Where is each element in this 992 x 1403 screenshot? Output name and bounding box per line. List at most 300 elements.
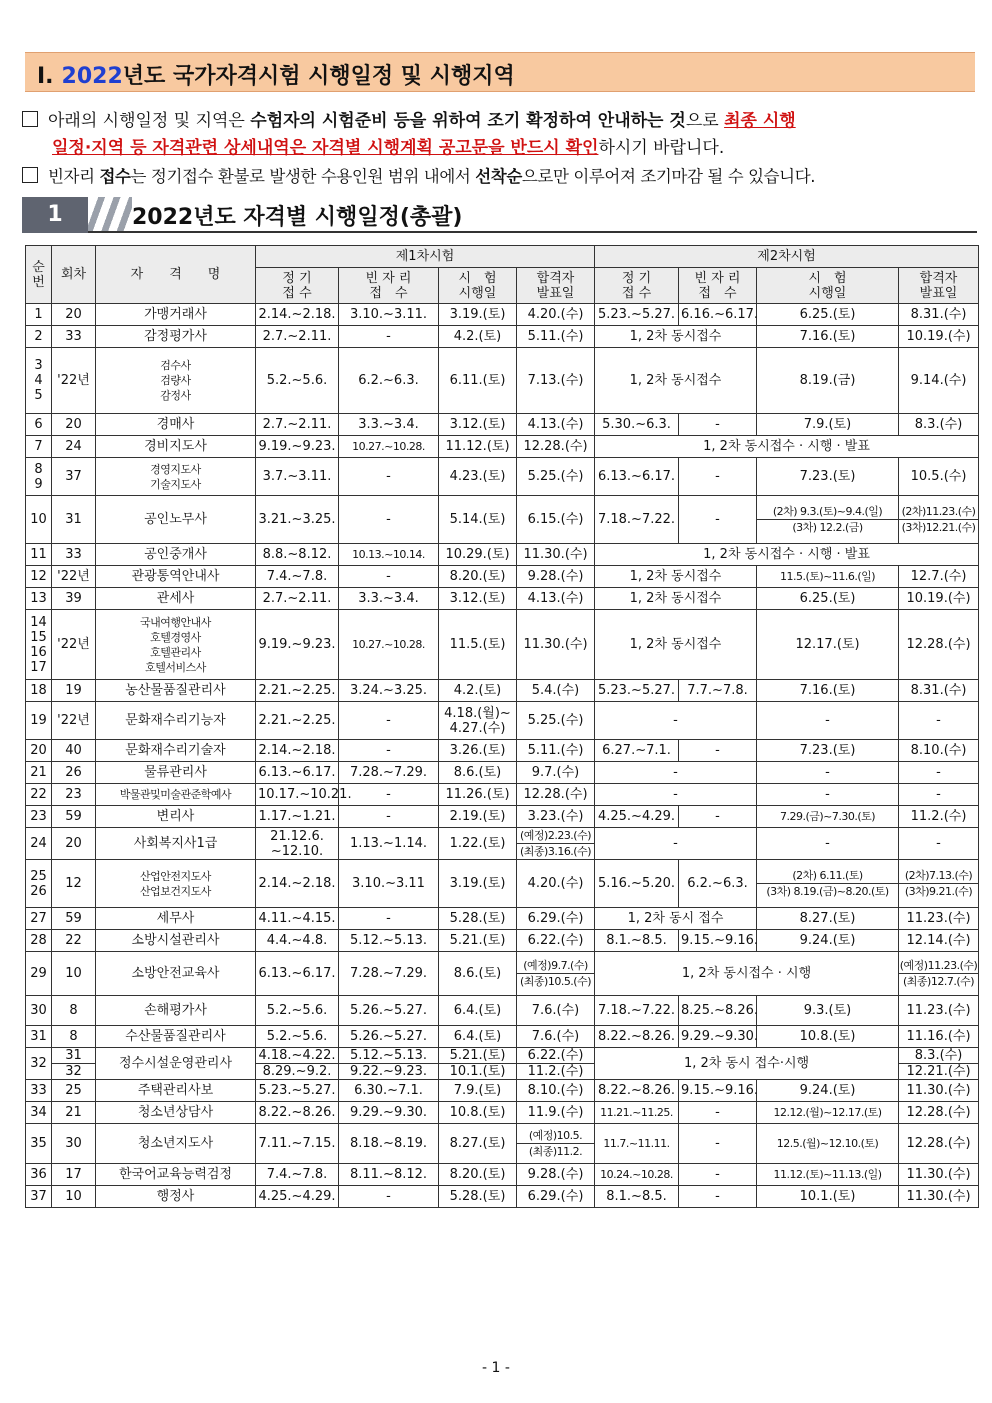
cell-exam-2: 9.3.(토) xyxy=(757,996,899,1026)
cell-result-2: 8.3.(수) xyxy=(899,414,979,436)
cell-result: 8.10.(수) xyxy=(517,1080,595,1102)
table-row xyxy=(26,436,979,458)
cell-round: 33 xyxy=(52,326,96,348)
cell-round: 37 xyxy=(52,458,96,496)
cell-merged: 1, 2차 동시접수 xyxy=(595,566,757,588)
cell-reg: 1.17.~1.21. xyxy=(256,806,339,828)
cell-vacancy-2: - xyxy=(679,806,757,828)
header-first-exam: 제1차시험 xyxy=(256,246,595,268)
cell-exam: 6.11.(토) xyxy=(439,348,517,414)
cell-no: 32 xyxy=(26,1048,52,1080)
cell-no: 36 xyxy=(26,1164,52,1186)
cell-exam: 7.9.(토) xyxy=(439,1080,517,1102)
cell-round: '22년 xyxy=(52,702,96,740)
cell-round: 12 xyxy=(52,860,96,908)
cell-merged: 1, 2차 동시접수 · 시행 · 발표 xyxy=(595,544,979,566)
cell-no: 10 xyxy=(26,496,52,544)
cell-result-2-line: (예정)11.23.(수) xyxy=(899,959,978,972)
exam-schedule-table xyxy=(25,245,979,1208)
cell-result-2: 8.31.(수) xyxy=(899,304,979,326)
cell-result-2 xyxy=(899,860,979,908)
cell-exam-2: 11.12.(토)~11.13.(일) xyxy=(757,1164,899,1186)
cell-name: 주택관리사보 xyxy=(96,1080,256,1102)
cell-exam: 3.19.(토) xyxy=(439,860,517,908)
header-vacancy-reg: 빈 자 리 접 수 xyxy=(339,268,439,304)
cell-merged: 1, 2차 동시접수 · 시행 · 발표 xyxy=(595,436,979,458)
cell-exam: 5.21.(토) xyxy=(439,930,517,952)
cell-name: 청소년상담사 xyxy=(96,1102,256,1124)
table-row xyxy=(26,544,979,566)
cell-exam-2: 7.9.(토) xyxy=(757,414,899,436)
cell-no: 20 xyxy=(26,740,52,762)
cell-exam-2-line: (3차) 8.19.(금)~8.20.(토) xyxy=(757,883,898,899)
table-row xyxy=(26,610,979,680)
cell-result-2-line: (3차)9.21.(수) xyxy=(899,883,978,899)
cell-name: 수산물품질관리사 xyxy=(96,1026,256,1048)
cell-round: 40 xyxy=(52,740,96,762)
cell-exam-2: 7.23.(토) xyxy=(757,458,899,496)
cell-result-2: 12.14.(수) xyxy=(899,930,979,952)
cell-round: 31 xyxy=(52,496,96,544)
cell-reg-2: 11.7.~11.11. xyxy=(595,1124,679,1164)
notice-text: 으로 xyxy=(685,111,725,131)
cell-name: 사회복지사1급 xyxy=(96,828,256,860)
cell-no: 13 xyxy=(26,588,52,610)
table-row xyxy=(26,860,979,908)
header-regular-reg: 정 기 접 수 xyxy=(256,268,339,304)
cell-reg: 5.2.~5.6. xyxy=(256,996,339,1026)
cell-result: 3.23.(수) xyxy=(517,806,595,828)
title-roman-numeral: Ⅰ. xyxy=(37,64,54,89)
cell-round: 23 xyxy=(52,784,96,806)
cell-result-2: 11.30.(수) xyxy=(899,1164,979,1186)
cell-reg: 2.7.~2.11. xyxy=(256,588,339,610)
cell-vacancy: 3.24.~3.25. xyxy=(339,680,439,702)
section-header xyxy=(22,197,977,233)
cell-no: 19 xyxy=(26,702,52,740)
cell-result: 11.30.(수) xyxy=(517,610,595,680)
cell-vacancy-2: - xyxy=(679,496,757,544)
cell-reg-2: 10.24.~10.28. xyxy=(595,1164,679,1186)
table-row xyxy=(26,828,979,860)
section-divider xyxy=(88,231,977,233)
cell-exam: 4.2.(토) xyxy=(439,326,517,348)
cell-result-2: 12.28.(수) xyxy=(899,1102,979,1124)
cell-result: 7.6.(수) xyxy=(517,1026,595,1048)
table-row xyxy=(26,930,979,952)
cell-result: 9.28.(수) xyxy=(517,566,595,588)
cell-reg: 4.25.~4.29. xyxy=(256,1186,339,1208)
cell-vacancy: 8.18.~8.19. xyxy=(339,1124,439,1164)
cell-reg-2: 8.22.~8.26. xyxy=(595,1080,679,1102)
cell-vacancy: - xyxy=(339,458,439,496)
cell-result-2: 12.28.(수) xyxy=(899,610,979,680)
cell-name: 한국어교육능력검정 xyxy=(96,1164,256,1186)
cell-round: 25 xyxy=(52,1080,96,1102)
cell-result-2: 12.28.(수) xyxy=(899,1124,979,1164)
table-row xyxy=(26,1186,979,1208)
cell-vacancy: 3.3.~3.4. xyxy=(339,588,439,610)
cell-result: 12.28.(수) xyxy=(517,436,595,458)
cell-reg: 7.4.~7.8. xyxy=(256,566,339,588)
cell-name: 세무사 xyxy=(96,908,256,930)
cell-name: 행정사 xyxy=(96,1186,256,1208)
cell-vacancy: 6.2.~6.3. xyxy=(339,348,439,414)
cell-exam-2: 12.5.(월)~12.10.(토) xyxy=(757,1124,899,1164)
cell-reg-2: 5.23.~5.27. xyxy=(595,304,679,326)
cell-reg: 4.4.~4.8. xyxy=(256,930,339,952)
cell-vacancy-2: 9.15.~9.16. xyxy=(679,930,757,952)
cell-result-2: 8.10.(수) xyxy=(899,740,979,762)
cell-exam: 1.22.(토) xyxy=(439,828,517,860)
cell-vacancy-2: - xyxy=(679,414,757,436)
cell-vacancy-2: 9.15.~9.16. xyxy=(679,1080,757,1102)
cell-result: 9.7.(수) xyxy=(517,762,595,784)
cell-no: 24 xyxy=(26,828,52,860)
header-vacancy-reg-2: 빈 자 리 접 수 xyxy=(679,268,757,304)
cell-no: 33 xyxy=(26,1080,52,1102)
cell-result-2: - xyxy=(899,784,979,806)
cell-result-2: 12.7.(수) xyxy=(899,566,979,588)
cell-vacancy: 7.28.~7.29. xyxy=(339,952,439,996)
cell-result-line: (예정)2.23.(수) xyxy=(519,829,592,842)
table-row xyxy=(26,996,979,1026)
cell-exam: 11.26.(토) xyxy=(439,784,517,806)
cell-reg-2: 11.21.~11.25. xyxy=(595,1102,679,1124)
cell-result-2: 10.19.(수) xyxy=(899,326,979,348)
cell-merged: 1, 2차 동시접수 · 시행 xyxy=(595,952,899,996)
cell-exam: 5.14.(토) xyxy=(439,496,517,544)
cell-result: 11.30.(수) xyxy=(517,544,595,566)
cell-vacancy-2: - xyxy=(679,1124,757,1164)
cell-vacancy: 3.3.~3.4. xyxy=(339,414,439,436)
cell-exam: 3.26.(토) xyxy=(439,740,517,762)
cell-exam-2: 12.17.(토) xyxy=(757,610,899,680)
cell-result: 5.25.(수) xyxy=(517,458,595,496)
notice-warning-text: 최종 시행 xyxy=(724,111,796,131)
cell-vacancy: 3.10.~3.11 xyxy=(339,860,439,908)
cell-reg: 10.17.~10.21. xyxy=(256,784,339,806)
cell-reg: 5.2.~5.6. xyxy=(256,1026,339,1048)
cell-name: 관광통역안내사 xyxy=(96,566,256,588)
notice-schedule xyxy=(22,108,796,135)
cell-reg: 6.13.~6.17. xyxy=(256,952,339,996)
cell-name: 경영지도사 기술지도사 xyxy=(96,458,256,496)
cell-reg: 9.19.~9.23. xyxy=(256,436,339,458)
cell-no: 35 xyxy=(26,1124,52,1164)
cell-result-line: (예정)10.5. xyxy=(528,1129,583,1142)
cell-reg: 8.22.~8.26. xyxy=(256,1102,339,1124)
cell-no: 8 9 xyxy=(26,458,52,496)
cell-round: '22년 xyxy=(52,610,96,680)
table-row xyxy=(26,1102,979,1124)
cell-no: 30 xyxy=(26,996,52,1026)
header-name: 자 격 명 xyxy=(96,246,256,304)
table-row xyxy=(26,762,979,784)
table-row xyxy=(26,806,979,828)
cell-vacancy-2: - xyxy=(679,1186,757,1208)
cell-result-2: 9.14.(수) xyxy=(899,348,979,414)
cell-reg: 3.7.~3.11. xyxy=(256,458,339,496)
cell-result-2: 8.31.(수) xyxy=(899,680,979,702)
cell-no: 18 xyxy=(26,680,52,702)
cell-vacancy-2: - xyxy=(679,740,757,762)
cell-round: 10 xyxy=(52,952,96,996)
cell-result: 5.11.(수) xyxy=(517,740,595,762)
cell-result: 5.4.(수) xyxy=(517,680,595,702)
cell-result-2-line: (최종)12.7.(수) xyxy=(899,973,978,989)
cell-exam: 6.4.(토) xyxy=(439,1026,517,1048)
cell-round: 32 xyxy=(52,1064,96,1080)
cell-round: '22년 xyxy=(52,566,96,588)
cell-result: 6.29.(수) xyxy=(517,908,595,930)
cell-result-2: 10.19.(수) xyxy=(899,588,979,610)
cell-result xyxy=(517,1124,595,1164)
cell-vacancy: 10.27.~10.28. xyxy=(339,436,439,458)
cell-no: 23 xyxy=(26,806,52,828)
cell-no: 31 xyxy=(26,1026,52,1048)
cell-reg-2: 6.27.~7.1. xyxy=(595,740,679,762)
table-row xyxy=(26,1080,979,1102)
table-row xyxy=(26,414,979,436)
cell-vacancy: 3.10.~3.11. xyxy=(339,304,439,326)
cell-result-2: 11.2.(수) xyxy=(899,806,979,828)
cell-merged: 1, 2차 동시 접수 xyxy=(595,908,757,930)
cell-result-2: 11.30.(수) xyxy=(899,1186,979,1208)
notice-bold-text: 선착순 xyxy=(475,167,522,186)
cell-result-2: - xyxy=(899,702,979,740)
cell-vacancy: 9.22.~9.23. xyxy=(339,1064,439,1080)
cell-exam: 4.18.(월)~ 4.27.(수) xyxy=(439,702,517,740)
header-result-date-2: 합격자 발표일 xyxy=(899,268,979,304)
cell-no: 37 xyxy=(26,1186,52,1208)
cell-merged: 1, 2차 동시접수 xyxy=(595,326,757,348)
cell-vacancy: 5.12.~5.13. xyxy=(339,1048,439,1064)
cell-exam: 8.20.(토) xyxy=(439,566,517,588)
cell-name: 가맹거래사 xyxy=(96,304,256,326)
cell-reg: 3.21.~3.25. xyxy=(256,496,339,544)
cell-exam-2-line: (2차) 6.11.(토) xyxy=(792,869,863,882)
cell-result: 6.22.(수) xyxy=(517,1048,595,1064)
cell-exam: 11.12.(토) xyxy=(439,436,517,458)
cell-exam: 3.12.(토) xyxy=(439,414,517,436)
cell-result-2: 11.30.(수) xyxy=(899,1080,979,1102)
cell-exam: 5.28.(토) xyxy=(439,1186,517,1208)
cell-exam-2: 7.29.(금)~7.30.(토) xyxy=(757,806,899,828)
cell-exam-2 xyxy=(757,496,899,544)
cell-merged: - xyxy=(595,762,757,784)
cell-result: 4.20.(수) xyxy=(517,860,595,908)
cell-reg: 4.18.~4.22. xyxy=(256,1048,339,1064)
cell-result: 7.6.(수) xyxy=(517,996,595,1026)
notice-bold-text: 접수 xyxy=(99,167,131,186)
cell-exam-2: 7.16.(토) xyxy=(757,680,899,702)
cell-exam: 4.23.(토) xyxy=(439,458,517,496)
cell-name: 변리사 xyxy=(96,806,256,828)
table-row xyxy=(26,566,979,588)
cell-exam: 3.12.(토) xyxy=(439,588,517,610)
slash-decoration-icon xyxy=(88,197,132,233)
cell-exam-2: 12.12.(월)~12.17.(토) xyxy=(757,1102,899,1124)
cell-reg-2: 8.22.~8.26. xyxy=(595,1026,679,1048)
cell-no: 1 xyxy=(26,304,52,326)
cell-name: 관세사 xyxy=(96,588,256,610)
section-number: 1 xyxy=(22,197,88,233)
cell-result-2: 12.21.(수) xyxy=(899,1064,979,1080)
cell-result-line: (최종)3.16.(수) xyxy=(517,843,594,859)
cell-vacancy: 6.30.~7.1. xyxy=(339,1080,439,1102)
cell-exam: 2.19.(토) xyxy=(439,806,517,828)
page-number: - 1 - xyxy=(482,1360,510,1376)
notice-text: 아래의 시행일정 및 지역은 xyxy=(48,111,251,131)
cell-result-2-line: (2차)7.13.(수) xyxy=(904,869,973,882)
cell-no: 21 xyxy=(26,762,52,784)
cell-reg-2: 8.1.~8.5. xyxy=(595,930,679,952)
cell-vacancy: 9.29.~9.30. xyxy=(339,1102,439,1124)
cell-reg-2: 5.23.~5.27. xyxy=(595,680,679,702)
table-row xyxy=(26,908,979,930)
cell-result: 6.15.(수) xyxy=(517,496,595,544)
cell-vacancy: 8.11.~8.12. xyxy=(339,1164,439,1186)
table-row xyxy=(26,952,979,996)
cell-vacancy: 10.27.~10.28. xyxy=(339,610,439,680)
cell-vacancy-2: 7.7.~7.8. xyxy=(679,680,757,702)
cell-round: 22 xyxy=(52,930,96,952)
cell-result: 6.29.(수) xyxy=(517,1186,595,1208)
cell-reg: 7.4.~7.8. xyxy=(256,1164,339,1186)
notice-text: 으로만 이루어져 조기마감 될 수 있습니다. xyxy=(521,167,816,186)
cell-merged: - xyxy=(595,828,757,860)
cell-no: 27 xyxy=(26,908,52,930)
cell-vacancy-2: - xyxy=(679,1102,757,1124)
cell-vacancy: - xyxy=(339,702,439,740)
cell-result-2 xyxy=(899,952,979,996)
cell-reg: 21.12.6. ~12.10. xyxy=(256,828,339,860)
cell-round: 17 xyxy=(52,1164,96,1186)
cell-exam: 5.21.(토) xyxy=(439,1048,517,1064)
cell-exam-2: 7.23.(토) xyxy=(757,740,899,762)
cell-no: 25 26 xyxy=(26,860,52,908)
table-row xyxy=(26,1048,979,1064)
section-title: 2022년도 자격별 시행일정(총괄) xyxy=(132,205,463,230)
exam-schedule-body xyxy=(26,304,979,1208)
cell-name: 경매사 xyxy=(96,414,256,436)
cell-result: 6.22.(수) xyxy=(517,930,595,952)
cell-merged: 1, 2차 동시접수 xyxy=(595,588,757,610)
cell-name: 공인노무사 xyxy=(96,496,256,544)
cell-exam: 8.6.(토) xyxy=(439,762,517,784)
cell-merged: - xyxy=(595,784,757,806)
table-row xyxy=(26,348,979,414)
cell-exam: 11.5.(토) xyxy=(439,610,517,680)
notice-text: 하시기 바랍니다. xyxy=(598,138,725,158)
cell-vacancy: - xyxy=(339,908,439,930)
cell-exam-2: - xyxy=(757,784,899,806)
cell-exam-2: 6.25.(토) xyxy=(757,588,899,610)
table-row xyxy=(26,680,979,702)
cell-result: 11.9.(수) xyxy=(517,1102,595,1124)
cell-reg-2: 7.18.~7.22. xyxy=(595,496,679,544)
cell-exam: 3.19.(토) xyxy=(439,304,517,326)
cell-result-2-line: (3차)12.21.(수) xyxy=(899,519,978,535)
table-row xyxy=(26,1164,979,1186)
cell-exam-2-line: (2차) 9.3.(토)~9.4.(일) xyxy=(772,505,883,518)
cell-round: 26 xyxy=(52,762,96,784)
title-year: 2022 xyxy=(61,64,123,89)
cell-name: 물류관리사 xyxy=(96,762,256,784)
cell-result-2: 11.16.(수) xyxy=(899,1026,979,1048)
table-row xyxy=(26,588,979,610)
cell-vacancy-2: 6.2.~6.3. xyxy=(679,860,757,908)
title-text: 년도 국가자격시험 시행일정 및 시행지역 xyxy=(122,64,515,89)
cell-vacancy: - xyxy=(339,326,439,348)
cell-vacancy: 5.12.~5.13. xyxy=(339,930,439,952)
cell-vacancy-2: 9.29.~9.30. xyxy=(679,1026,757,1048)
cell-name: 손해평가사 xyxy=(96,996,256,1026)
cell-round: 39 xyxy=(52,588,96,610)
header-second-exam: 제2차시험 xyxy=(595,246,979,268)
cell-name: 검수사 검량사 감정사 xyxy=(96,348,256,414)
table-row xyxy=(26,1026,979,1048)
cell-vacancy: 5.26.~5.27. xyxy=(339,1026,439,1048)
cell-result: 5.25.(수) xyxy=(517,702,595,740)
cell-result-2: - xyxy=(899,762,979,784)
notice-warning-text: 일정·지역 등 자격관련 상세내역은 자격별 시행계획 공고문을 반드시 확인 xyxy=(52,138,599,158)
table-row xyxy=(26,702,979,740)
cell-exam-2: 9.24.(토) xyxy=(757,930,899,952)
cell-result-2: 11.23.(수) xyxy=(899,996,979,1026)
cell-result: 11.2.(수) xyxy=(517,1064,595,1080)
document-title xyxy=(37,59,515,90)
cell-exam-2-line: (3차) 12.2.(금) xyxy=(757,519,898,535)
cell-vacancy: - xyxy=(339,784,439,806)
cell-result: 4.20.(수) xyxy=(517,304,595,326)
cell-no: 22 xyxy=(26,784,52,806)
cell-name: 정수시설운영관리사 xyxy=(96,1048,256,1080)
cell-vacancy: - xyxy=(339,566,439,588)
header-regular-reg-2: 정 기 접 수 xyxy=(595,268,679,304)
cell-round: 21 xyxy=(52,1102,96,1124)
cell-exam: 8.6.(토) xyxy=(439,952,517,996)
cell-result-2 xyxy=(899,496,979,544)
cell-round: 20 xyxy=(52,304,96,326)
cell-reg: 5.2.~5.6. xyxy=(256,348,339,414)
cell-reg: 2.7.~2.11. xyxy=(256,326,339,348)
cell-vacancy: - xyxy=(339,740,439,762)
cell-result xyxy=(517,828,595,860)
cell-round: 8 xyxy=(52,996,96,1026)
table-row xyxy=(26,326,979,348)
notice-schedule-cont xyxy=(52,135,724,162)
cell-no: 14 15 16 17 xyxy=(26,610,52,680)
table-row xyxy=(26,740,979,762)
document-title-bar xyxy=(25,52,975,92)
cell-exam: 6.4.(토) xyxy=(439,996,517,1026)
cell-result-line: (예정)9.7.(수) xyxy=(523,959,588,972)
cell-exam-2 xyxy=(757,860,899,908)
cell-round: 31 xyxy=(52,1048,96,1064)
table-row xyxy=(26,1124,979,1164)
cell-exam: 10.29.(토) xyxy=(439,544,517,566)
checkbox-bullet-icon xyxy=(22,111,38,127)
cell-exam-2: 10.1.(토) xyxy=(757,1186,899,1208)
cell-reg-2: 5.30.~6.3. xyxy=(595,414,679,436)
cell-round: 20 xyxy=(52,828,96,860)
notice-text: 빈자리 xyxy=(48,167,100,186)
cell-merged: 1, 2차 동시접수 xyxy=(595,610,757,680)
cell-reg: 2.14.~2.18. xyxy=(256,740,339,762)
table-row xyxy=(26,496,979,544)
